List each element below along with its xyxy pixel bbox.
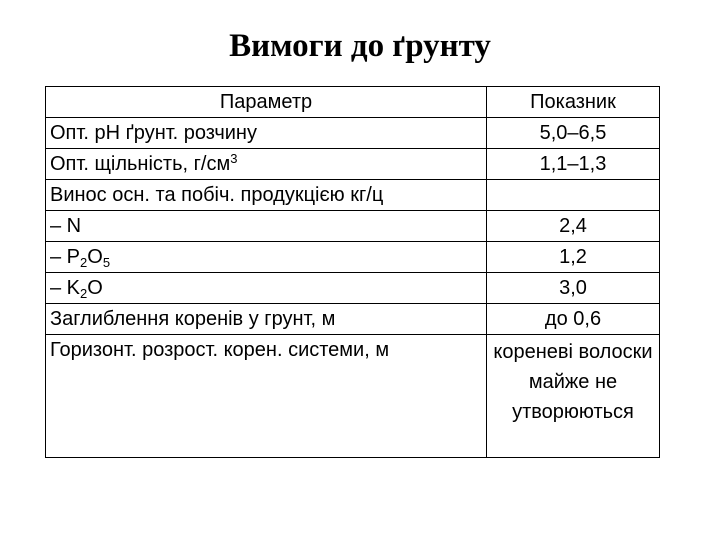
row-parameter: Винос осн. та побіч. продукцією кг/ц bbox=[46, 180, 487, 211]
table-row bbox=[46, 211, 660, 242]
formula-part: – K bbox=[50, 277, 81, 299]
subscript: 2 bbox=[80, 255, 88, 270]
header-parameter: Параметр bbox=[46, 87, 487, 118]
table-row bbox=[46, 180, 660, 211]
table-row bbox=[46, 118, 660, 149]
header-value: Показник bbox=[487, 87, 660, 118]
row-value bbox=[487, 180, 660, 211]
parameter-text: Опт. щільність, г/см bbox=[50, 153, 231, 175]
table-row bbox=[46, 149, 660, 180]
row-value: кореневі волоски майже не утворюються bbox=[487, 335, 660, 458]
row-parameter: – N bbox=[46, 211, 487, 242]
table-row bbox=[46, 273, 660, 304]
formula-part: – P bbox=[50, 246, 81, 268]
table-row bbox=[46, 335, 660, 458]
row-value: 2,4 bbox=[487, 211, 660, 242]
formula-part: O bbox=[87, 246, 103, 268]
row-value: 1,1–1,3 bbox=[487, 149, 660, 180]
table-header-row bbox=[46, 87, 660, 118]
row-parameter bbox=[46, 242, 487, 273]
superscript: 3 bbox=[230, 151, 238, 166]
row-parameter: Заглиблення коренів у грунт, м bbox=[46, 304, 487, 335]
soil-requirements-table bbox=[45, 86, 660, 458]
table-row bbox=[46, 242, 660, 273]
row-parameter bbox=[46, 149, 487, 180]
subscript: 5 bbox=[102, 255, 111, 270]
subscript: 2 bbox=[80, 286, 88, 301]
row-parameter bbox=[46, 273, 487, 304]
row-value: до 0,6 bbox=[487, 304, 660, 335]
formula-part: O bbox=[87, 277, 103, 299]
row-value: 1,2 bbox=[487, 242, 660, 273]
row-parameter: Горизонт. розрост. корен. системи, м bbox=[46, 335, 487, 458]
row-value: 3,0 bbox=[487, 273, 660, 304]
row-parameter: Опт. рН ґрунт. розчину bbox=[46, 118, 487, 149]
row-value: 5,0–6,5 bbox=[487, 118, 660, 149]
page-title: Вимоги до ґрунту bbox=[229, 28, 491, 64]
table-row bbox=[46, 304, 660, 335]
